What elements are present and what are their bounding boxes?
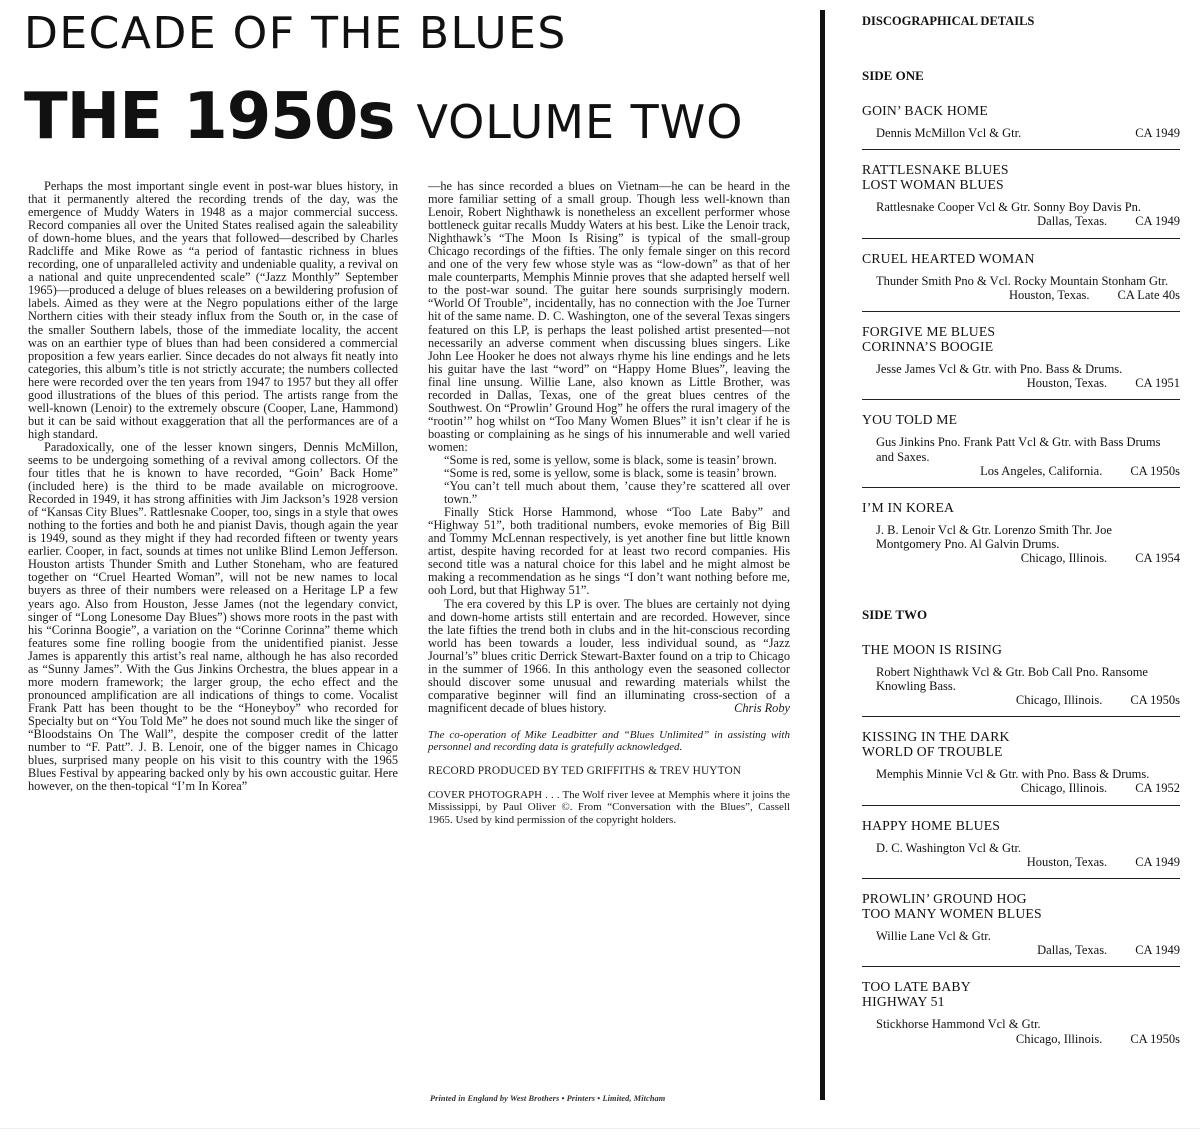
column-divider	[820, 10, 825, 1100]
cover-photo-credit: COVER PHOTOGRAPH . . . The Wolf river levee at Memphis where it joins the Mississippi, by Paul Oliver ©. From “Conversation with the Blues”, Cassell 1965. Used by kind permission of the copyright holders.	[428, 788, 790, 826]
album-title-volume: VOLUME TWO	[416, 95, 744, 149]
lyric-quote-3: “You can’t tell much about them, ’cause they’re scattered all over town.”	[444, 479, 790, 507]
recording-date: CA 1949	[1135, 854, 1180, 869]
notes-column-middle	[428, 180, 790, 826]
track-entry	[862, 891, 1180, 967]
recording-details	[862, 376, 1180, 390]
recording-date: CA 1949	[1135, 943, 1180, 958]
recording-date: CA 1952	[1135, 781, 1180, 796]
side-two-heading: SIDE TWO	[862, 606, 928, 622]
recording-date: CA 1950s	[1130, 1031, 1180, 1046]
track-entry	[862, 251, 1180, 312]
track-entry	[862, 103, 1180, 150]
recording-location: Dallas, Texas.	[1037, 943, 1108, 958]
song-titles	[862, 891, 1180, 921]
personnel-credit: Gus Jinkins Pno. Frank Patt Vcl & Gtr. with Bass Drums and Saxes.	[876, 435, 1161, 464]
lyric-quote-2: “Some is red, some is yellow, some is black, some is teasin’ brown.	[444, 466, 777, 481]
discography-panel	[862, 14, 1180, 1067]
recording-location: Chicago, Illinois.	[1015, 693, 1103, 708]
song-title: YOU TOLD ME	[862, 412, 958, 428]
personnel-credit: J. B. Lenoir Vcl & Gtr. Lorenzo Smith Thr. Joe Montgomery Pno. Al Galvin Drums.	[876, 523, 1112, 552]
recording-location: Chicago, Illinois.	[1020, 551, 1108, 566]
recording-date: CA 1951	[1135, 376, 1180, 391]
notes-column-left	[28, 180, 398, 793]
notes-paragraph-4: Finally Stick Horse Hammond, whose “Too Late Baby” and “Highway 51”, both traditional numbers, evoke memories of Big Bill and Tommy McLennan respectively, is yet another fine but little known artist, despite having recorded for at least two record companies. His second title was a natural choice for this label and he might almost be making a recommendation as he sings “I don’t want nothing before me, ooh Lord, but that Highway 51”.	[428, 505, 790, 598]
song-titles	[862, 251, 1180, 266]
personnel-credit: D. C. Washington Vcl & Gtr.	[876, 840, 1022, 855]
recording-details	[862, 288, 1180, 302]
recording-details	[862, 943, 1180, 957]
side-two-tracklist	[862, 642, 1180, 1055]
recording-date: CA 1950s	[1130, 693, 1180, 708]
song-title: TOO MANY WOMEN BLUES	[862, 906, 1042, 922]
recording-details	[862, 855, 1180, 869]
printer-imprint: Printed in England by West Brothers • Printers • Limited, Mitcham	[430, 1094, 666, 1103]
recording-details	[862, 464, 1180, 478]
recording-details	[862, 781, 1180, 795]
recording-details	[862, 693, 1180, 707]
recording-date: CA 1950s	[1130, 463, 1180, 478]
recording-date: CA 1954	[1135, 551, 1180, 566]
track-entry	[862, 818, 1180, 879]
song-title: CRUEL HEARTED WOMAN	[862, 250, 1035, 266]
song-title: CORINNA’S BOOGIE	[862, 339, 994, 355]
recording-location: Los Angeles, California.	[980, 463, 1103, 478]
song-title: TOO LATE BABY	[862, 979, 971, 995]
recording-location: Houston, Texas.	[1026, 854, 1108, 869]
discography-heading: DISCOGRAPHICAL DETAILS	[862, 14, 1035, 28]
song-titles	[862, 642, 1180, 657]
track-entry	[862, 500, 1180, 575]
personnel-credit: Dennis McMillon Vcl & Gtr.	[876, 126, 1022, 140]
notes-paragraph-5	[428, 598, 790, 715]
song-titles	[862, 818, 1180, 833]
song-title: PROWLIN’ GROUND HOG	[862, 891, 1027, 907]
personnel-credit: Stickhorse Hammond Vcl & Gtr.	[876, 1017, 1041, 1032]
side-one-heading: SIDE ONE	[862, 68, 924, 83]
personnel-credit: Robert Nighthawk Vcl & Gtr. Bob Call Pno. Ransome Knowling Bass.	[876, 664, 1148, 693]
track-entry	[862, 979, 1180, 1054]
song-title: RATTLESNAKE BLUES	[862, 162, 1009, 178]
song-titles	[862, 324, 1180, 354]
notes-paragraph-2: Paradoxically, one of the lesser known singers, Dennis McMillon, seems to be undergoing something of a revival among collectors. Of the four titles that he is known to have recorded, “Goin’ Back Home” (included here) is the third to be made available on microgroove. Recorded in 1949, it has strong affinities with Jim Jackson’s 1928 version of “Kansas City Blues”. Rattlesnake Cooper, too, sings in a style that owes nothing to the forties and both he and pianist Davis, though again the year is 1949, sound as they might if they had recorded fifteen or twenty years earlier. Cooper, in fact, sounds at times not unlike Blind Lemon Jefferson. Houston artists Thunder Smith and Luther Stoneham, who are featured together on “Cruel Hearted Woman”, will not be new names to local buyers as three of their numbers were released on a Heritage LP a few years ago. Also from Houston, Jesse James (not the legendary convict, singer of “Long Lonesome Day Blues”) shows more roots in the past with his “Corinna Boogie”, a variation on the “Corinne Corinna” theme which features some fine rolling boogie from the unidentified pianist. Jesse James is apparently this artist’s real name, although he has also recorded as “Sunny James”. With the Gus Jinkins Orchestra, the blues appear in a more modern framework; the larger group, the echo effect and the pronounced amplification are all indications of things to come. Vocalist Frank Patt has been thought to be the “Honeyboy” who recorded for Specialty but on “You Told Me” he does not sound much like the singer of “Bloodstains On The Wall”, despite the composer credit of the latter number to “F. Patt”. J. B. Lenoir, one of the bigger names in Chicago blues, surprised many people on his visit to this country with the 1965 Blues Festival by appearing backed only by his own accoustic guitar. Here however, on the then-topical “I’m In Korea”	[28, 439, 398, 794]
acknowledgement-credits: The co-operation of Mike Leadbitter and “Blues Unlimited” in assisting with personnel and recording data is gratefully acknowledged.	[428, 728, 790, 754]
track-entry	[862, 162, 1180, 238]
recording-details	[862, 1032, 1180, 1046]
recording-date: CA 1949	[1135, 126, 1180, 140]
song-title: HAPPY HOME BLUES	[862, 817, 1001, 833]
personnel-credit: Willie Lane Vcl & Gtr.	[876, 929, 991, 944]
personnel-credit: Memphis Minnie Vcl & Gtr. with Pno. Bass & Drums.	[876, 767, 1150, 782]
lyric-quote-1: “Some is red, some is yellow, some is black, some is teasin’ brown.	[444, 452, 777, 467]
notes-paragraph-5-text: The era covered by this LP is over. The blues are certainly not dying and down-home artists still entertain and are recorded. However, since the late fifties the trend both in clubs and in the hit-conscious recording world has been towards a louder, less individual sound, as “Jazz Journal’s” blues critic Derrick Stewart-Baxter found on a trip to Chicago in the summer of 1966. In this anthology even the seasoned collector should discover some unusual and rewarding materials whilst the comparative beginner will find an illuminating cross-section of a magnificent decade of blues history.	[428, 596, 790, 715]
song-titles	[862, 979, 1180, 1009]
song-titles	[862, 412, 1180, 427]
recording-details	[862, 551, 1180, 565]
song-title: FORGIVE ME BLUES	[862, 324, 996, 340]
song-titles	[862, 500, 1180, 515]
album-title-decade: THE 1950s	[24, 80, 395, 154]
track-entry	[862, 324, 1180, 400]
recording-date: CA 1949	[1135, 214, 1180, 229]
recording-location: Houston, Texas.	[1009, 287, 1090, 302]
song-title: THE MOON IS RISING	[862, 641, 1003, 657]
track-entry	[862, 642, 1180, 718]
recording-location: Houston, Texas.	[1026, 376, 1108, 391]
notes-paragraph-3: —he has since recorded a blues on Vietnam—he can be heard in the more familiar setting of a small group. Though less well-known than Lenoir, Robert Nighthawk is nonetheless an excellent performer whose bottleneck guitar recalls Muddy Waters at his best. Like the Lenoir track, Nighthawk’s “The Moon Is Rising” is typical of the small-group Chicago recordings of the fifties. The only female singer on this record and one of the very few whose style was as “low-down” as that of her male counterparts, Memphis Minnie proves that she adapted herself well to the post-war sound. The guitar here sounds surprisingly modern. “World Of Trouble”, incidentally, has no connection with the Joe Turner hit of the same name. D. C. Washington, one of the several Texas singers featured on this LP, is perhaps the least polished artist presented—not necessarily an adverse comment when discussing blues singers. Like John Lee Hooker he does not always rhyme his line endings and he lets his guitar have the last “word” on “Happy Home Blues”, leaving the final line unsung. Willie Lane, also known as Little Brother, was recorded in Dallas, Texas, one of the great blues centres of the Southwest. On “Prowlin’ Ground Hog” he offers the rural imagery of the “rootin’” hog whilst on “Too Many Women Blues” it isn’t clear if he is boasting or complaining as he sings of his innumerable and well varied women:	[428, 179, 790, 454]
album-title	[24, 80, 804, 154]
song-title: HIGHWAY 51	[862, 994, 945, 1010]
page-bottom-edge	[0, 1128, 1200, 1129]
recording-location: Chicago, Illinois.	[1020, 781, 1108, 796]
author-signature: Chris Roby	[734, 700, 790, 715]
series-title: DECADE OF THE BLUES	[24, 8, 567, 59]
song-title: I’M IN KOREA	[862, 500, 955, 516]
recording-details	[862, 126, 1180, 140]
track-entry	[862, 729, 1180, 805]
song-titles	[862, 729, 1180, 759]
song-title: WORLD OF TROUBLE	[862, 744, 1003, 760]
song-title: LOST WOMAN BLUES	[862, 177, 1004, 193]
recording-date: CA Late 40s	[1117, 287, 1180, 302]
personnel-credit: Thunder Smith Pno & Vcl. Rocky Mountain Stonham Gtr.	[876, 273, 1169, 288]
producer-credit: RECORD PRODUCED BY TED GRIFFITHS & TREV HUYTON	[428, 764, 742, 777]
recording-location: Chicago, Illinois.	[1015, 1031, 1103, 1046]
notes-paragraph-1: Perhaps the most important single event in post-war blues history, in that it permanently altered the recording trends of the day, was the emergence of Muddy Waters in 1948 as a major commercial success. Record companies all over the United States realised again the saleability of down-home blues, and the years that followed—described by Charles Radcliffe and Mike Rowe as “a period of fantastic richness in blues recording, one of unparalleled activity and undeniable quality, a revival on a national and quite unprecendented scale” (“Jazz Monthly” September 1965)—produced a deluge of blues releases on a bewildering profusion of labels. Aimed as they were at the Negro populations either of the large Northern cities with their steady influx from the South or, in the case of the smaller Southern labels, those of the immediate locality, the accent was on an earthier type of blues than had been considered a commercial proposition a few years earlier. Since decades do not always fit neatly into categories, this album’s title is not strictly accurate; the numbers collected here were recorded over the ten years from 1947 to 1957 but they all offer good illustrations of the blues of this period. The artists range from the well-known (Lenoir) to the extremely obscure (Cooper, Lane, Hammond) but it can be said without exaggeration that all the performances are of a high standard.	[28, 179, 398, 441]
personnel-credit: Jesse James Vcl & Gtr. with Pno. Bass & Drums.	[876, 362, 1123, 377]
song-title: GOIN’ BACK HOME	[862, 103, 988, 118]
personnel-credit: Rattlesnake Cooper Vcl & Gtr. Sonny Boy Davis Pn.	[876, 200, 1142, 215]
recording-details	[862, 214, 1180, 228]
song-titles	[862, 162, 1180, 192]
song-title: KISSING IN THE DARK	[862, 729, 1010, 745]
track-entry	[862, 412, 1180, 488]
recording-location: Dallas, Texas.	[1037, 214, 1108, 229]
side-one-tracklist	[862, 103, 1180, 575]
song-titles	[862, 103, 1180, 118]
